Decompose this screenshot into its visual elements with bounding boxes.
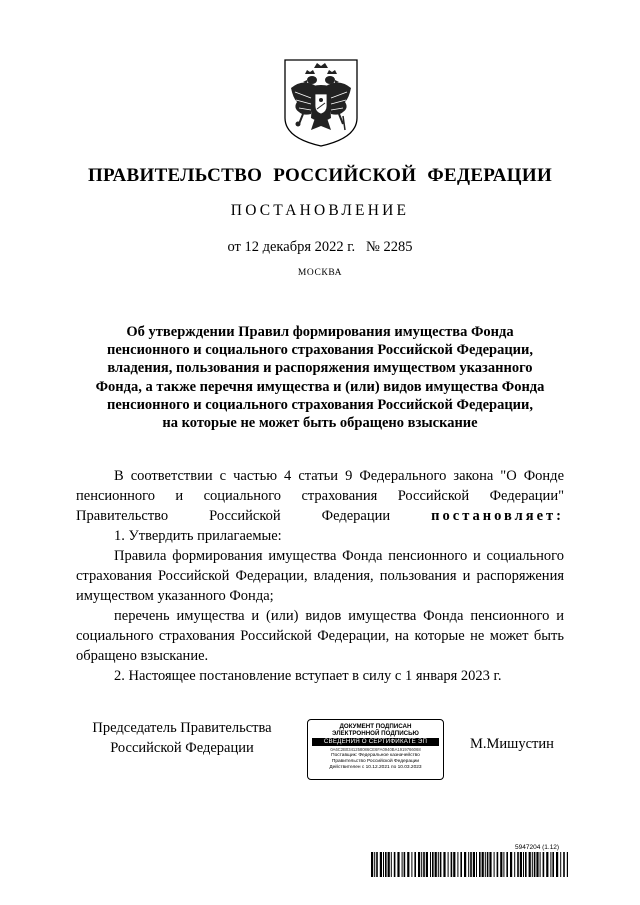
barcode-number: 5947204 (1.12) — [515, 844, 560, 851]
document-title-line: пенсионного и социального страхования Российской Федерации, — [106, 342, 534, 359]
resolution-keyword: постановляет: — [431, 508, 565, 524]
barcode — [371, 852, 568, 877]
document-body — [76, 466, 564, 686]
document-type: ПОСТАНОВЛЕНИЕ — [230, 202, 410, 219]
stamp-validity: Действителен с 10.12.2021 по 10.03.2023 — [329, 765, 422, 770]
stamp-serial: 0A6C2B0341258086CE6FA0940BA1919766068 — [330, 747, 421, 752]
document-title-line: владения, пользования и распоряжения имуществом указанного — [107, 360, 533, 377]
preamble-text: В соответствии с частью 4 статьи 9 Федерального закона "О Фонде пенсионного и социального страхования Российской Федерации" Правительство Российской Федерации — [76, 468, 564, 524]
stamp-line: ДОКУМЕНТ ПОДПИСАН — [339, 723, 412, 730]
document-title-line: Фонда, а также перечня имущества и (или) видов имущества Фонда — [95, 378, 545, 395]
government-title: ПРАВИТЕЛЬСТВО РОССИЙСКОЙ ФЕДЕРАЦИИ — [87, 165, 553, 186]
paragraph-preamble — [76, 466, 564, 526]
paragraph-list: перечень имущества и (или) видов имущества Фонда пенсионного и социального страхования Российской Федерации, на которые не может быть обращено взыскание. — [76, 608, 564, 664]
signer-name: М.Мишустин — [470, 736, 554, 752]
stamp-line: ЭЛЕКТРОННОЙ ПОДПИСЬЮ — [332, 730, 419, 737]
date-and-number: от 12 декабря 2022 г. № 2285 — [227, 239, 413, 255]
document-title-line: Об утверждении Правил формирования имущества Фонда — [126, 324, 514, 340]
stamp-owner: Правительство Российской Федерации — [331, 759, 420, 764]
paragraph-item-2: 2. Настоящее постановление вступает в силу с 1 января 2023 г. — [114, 668, 502, 684]
electronic-signature-stamp — [307, 719, 444, 780]
stamp-issuer: Поставщик: Федеральное казначейство — [331, 753, 420, 758]
city: МОСКВА — [297, 268, 343, 278]
signer-position-line: Председатель Правительства — [92, 720, 272, 736]
signer-position — [77, 718, 287, 758]
document-title-line: пенсионного и социального страхования Российской Федерации, — [106, 396, 534, 413]
document-title — [60, 323, 580, 432]
signer-position-line: Российской Федерации — [110, 740, 254, 756]
paragraph-rules: Правила формирования имущества Фонда пенсионного и социального страхования Российской Федерации, владения, пользования и распоряжения имуществом указанного Фонда; — [76, 548, 564, 604]
coat-of-arms-emblem — [283, 58, 359, 148]
document-title-line: на которые не может быть обращено взыскание — [162, 415, 478, 432]
stamp-certificate-header: СВЕДЕНИЯ О СЕРТИФИКАТЕ ЭП — [312, 738, 439, 746]
paragraph-item-1: 1. Утвердить прилагаемые: — [114, 528, 282, 544]
